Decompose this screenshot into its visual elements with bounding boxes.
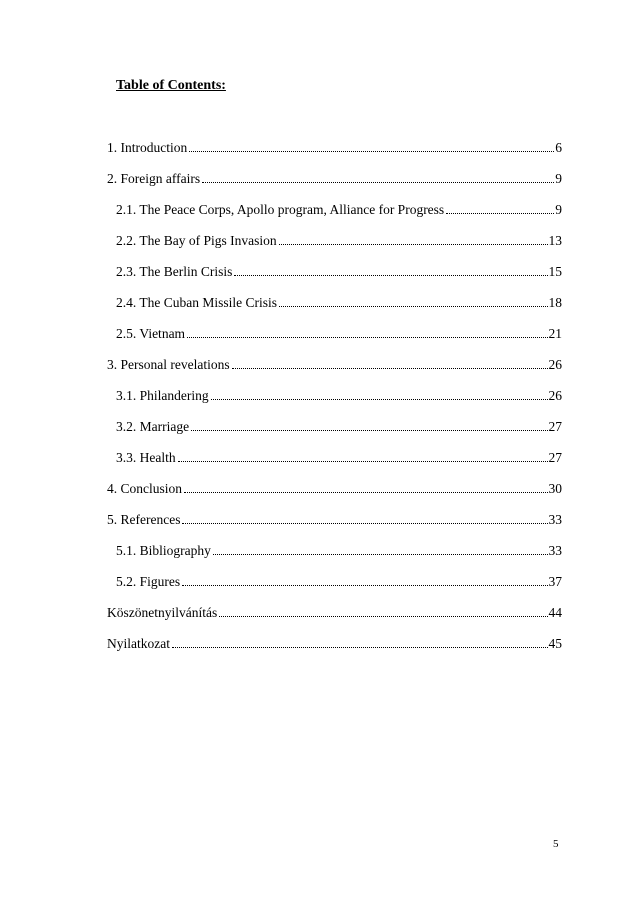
toc-entry-title: 3.1. Philandering <box>116 388 209 403</box>
toc-entry-title: Köszönetnyilvánítás <box>107 605 218 620</box>
toc-entry-page: 37 <box>548 574 562 589</box>
toc-subentry[interactable] <box>107 449 562 480</box>
toc-entry[interactable] <box>107 170 562 201</box>
dot-leader <box>191 418 547 431</box>
toc-entry-title: 3.3. Health <box>116 450 176 465</box>
toc-subentry[interactable] <box>107 573 562 604</box>
toc-entry-title: 1. Introduction <box>107 140 188 155</box>
toc-entry-page: 33 <box>548 512 562 527</box>
dot-leader <box>219 604 547 617</box>
toc-list <box>107 139 562 666</box>
toc-entry-page: 6 <box>555 140 562 155</box>
toc-entry-title: 5.2. Figures <box>116 574 181 589</box>
toc-entry-page: 9 <box>555 171 562 186</box>
dot-leader <box>202 170 554 183</box>
toc-entry-title: Nyilatkozat <box>107 636 170 651</box>
toc-subentry[interactable] <box>107 542 562 573</box>
toc-entry-title: 5.1. Bibliography <box>116 543 211 558</box>
toc-entry-title: 4. Conclusion <box>107 481 183 496</box>
toc-entry-title: 2.5. Vietnam <box>116 326 186 341</box>
toc-entry-page: 26 <box>548 388 562 403</box>
toc-entry-page: 9 <box>555 202 562 217</box>
toc-subentry[interactable] <box>107 201 562 232</box>
toc-entry[interactable] <box>107 139 562 170</box>
dot-leader <box>182 573 547 586</box>
dot-leader <box>187 325 547 338</box>
dot-leader <box>446 201 554 214</box>
dot-leader <box>211 387 548 400</box>
toc-entry-page: 30 <box>548 481 562 496</box>
dot-leader <box>189 139 554 152</box>
toc-entry-title: 2.4. The Cuban Missile Crisis <box>116 295 278 310</box>
toc-entry-title: 5. References <box>107 512 181 527</box>
toc-subentry[interactable] <box>107 263 562 294</box>
toc-entry[interactable] <box>107 635 562 666</box>
dot-leader <box>172 635 548 648</box>
dot-leader <box>178 449 548 462</box>
dot-leader <box>234 263 547 276</box>
toc-entry-title: 2. Foreign affairs <box>107 171 201 186</box>
toc-entry-page: 27 <box>548 419 562 434</box>
toc-subentry[interactable] <box>107 387 562 418</box>
toc-entry-title: 2.3. The Berlin Crisis <box>116 264 233 279</box>
toc-entry-title: 2.1. The Peace Corps, Apollo program, Alliance for Progress <box>116 202 445 217</box>
toc-entry-page: 18 <box>548 295 562 310</box>
toc-entry-page: 21 <box>548 326 562 341</box>
toc-entry-page: 45 <box>548 636 562 651</box>
toc-entry[interactable] <box>107 480 562 511</box>
dot-leader <box>279 294 547 307</box>
toc-entry-page: 26 <box>548 357 562 372</box>
toc-heading: Table of Contents: <box>116 78 226 93</box>
dot-leader <box>182 511 547 524</box>
toc-entry-page: 27 <box>548 450 562 465</box>
toc-entry[interactable] <box>107 511 562 542</box>
toc-entry-page: 13 <box>548 233 562 248</box>
toc-subentry[interactable] <box>107 418 562 449</box>
toc-subentry[interactable] <box>107 232 562 263</box>
dot-leader <box>232 356 548 369</box>
toc-entry-title: 3.2. Marriage <box>116 419 190 434</box>
dot-leader <box>213 542 548 555</box>
toc-subentry[interactable] <box>107 294 562 325</box>
toc-entry[interactable] <box>107 356 562 387</box>
toc-entry-title: 2.2. The Bay of Pigs Invasion <box>116 233 277 248</box>
toc-entry-page: 33 <box>548 543 562 558</box>
toc-entry[interactable] <box>107 604 562 635</box>
toc-entry-title: 3. Personal revelations <box>107 357 230 372</box>
toc-subentry[interactable] <box>107 325 562 356</box>
dot-leader <box>279 232 548 245</box>
dot-leader <box>184 480 547 493</box>
toc-entry-page: 15 <box>548 264 562 279</box>
page-number: 5 <box>553 838 559 850</box>
toc-entry-page: 44 <box>548 605 562 620</box>
